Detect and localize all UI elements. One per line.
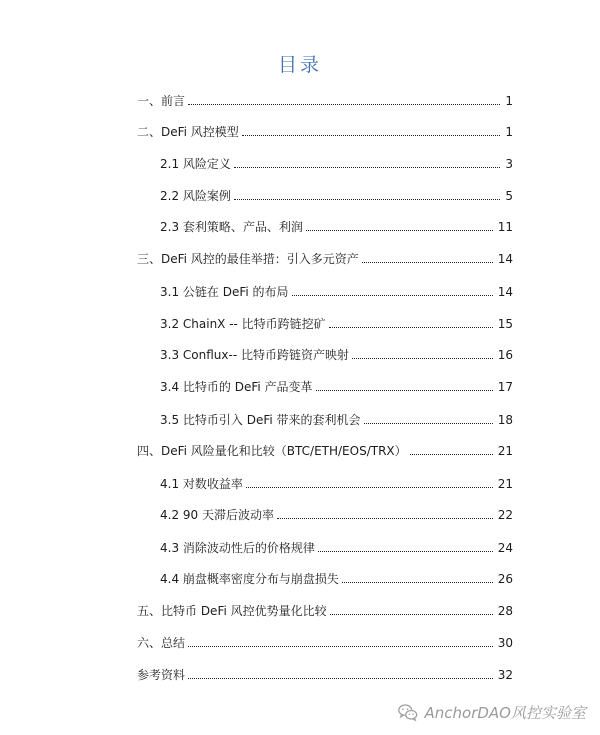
toc-dot-leader: [352, 358, 493, 359]
toc-entry: [137, 246, 513, 266]
toc-dot-leader: [188, 678, 493, 679]
toc-entry-label: 4.1 对数收益率: [160, 477, 243, 491]
toc-entry: [160, 214, 513, 234]
toc-dot-leader: [234, 167, 500, 168]
toc-entry-page: 21: [497, 444, 513, 458]
toc-dot-leader: [318, 551, 493, 552]
toc-entry-label: 3.4 比特币的 DeFi 产品变革: [160, 380, 313, 394]
toc-dot-leader: [316, 390, 493, 391]
toc-entry-label: 五、比特币 DeFi 风控优势量化比较: [137, 604, 327, 618]
toc-dot-leader: [242, 135, 501, 136]
toc-entry: [160, 279, 513, 299]
toc-entry-page: 11: [497, 220, 513, 234]
toc-entry-label: 参考资料: [137, 668, 186, 682]
toc-entry-label: 4.3 消除波动性后的价格规律: [160, 541, 315, 555]
toc-entry-label: 三、DeFi 风控的最佳举措：引入多元资产: [137, 252, 359, 266]
toc-entry-page: 18: [497, 413, 513, 427]
toc-entry-label: 2.2 风险案例: [160, 189, 231, 203]
toc-dot-leader: [342, 582, 493, 583]
toc-entry-page: 14: [497, 285, 513, 299]
toc-entry-page: 21: [497, 477, 513, 491]
toc-entry-page: 16: [497, 348, 513, 362]
toc-entry-page: 1: [505, 94, 513, 108]
toc-dot-leader: [306, 230, 493, 231]
toc-entry-page: 30: [497, 636, 513, 650]
toc-entry-label: 二、DeFi 风控模型: [137, 125, 239, 139]
toc-dot-leader: [292, 295, 493, 296]
toc-entry-page: 26: [497, 572, 513, 586]
toc-entry: [160, 407, 513, 427]
toc-entry: [160, 566, 513, 586]
watermark-text: AnchorDAO风控实验室: [424, 703, 586, 722]
toc-entry-label: 3.1 公链在 DeFi 的布局: [160, 285, 289, 299]
toc-entry-label: 四、DeFi 风险量化和比较（BTC/ETH/EOS/TRX）: [137, 444, 407, 458]
toc-entry-label: 4.2 90 天滞后波动率: [160, 508, 274, 522]
toc-dot-leader: [188, 104, 500, 105]
toc-entry: [137, 630, 513, 650]
toc-entry: [160, 471, 513, 491]
toc-entry-label: 4.4 崩盘概率密度分布与崩盘损失: [160, 572, 339, 586]
toc-entry: [160, 183, 513, 203]
toc-entry: [137, 88, 513, 108]
toc-entry-page: 22: [497, 508, 513, 522]
toc-entry-label: 3.3 Conflux-- 比特币跨链资产映射: [160, 348, 349, 362]
wechat-icon: [397, 701, 419, 723]
toc-dot-leader: [329, 327, 493, 328]
toc-entry: [137, 598, 513, 618]
toc-dot-leader: [277, 518, 493, 519]
watermark: [397, 701, 587, 723]
toc-entry-page: 15: [497, 317, 513, 331]
toc-entry-page: 14: [497, 252, 513, 266]
toc-dot-leader: [234, 199, 500, 200]
toc-entry-label: 3.5 比特币引入 DeFi 带来的套利机会: [160, 413, 361, 427]
toc-entry: [137, 438, 513, 458]
toc-entry: [160, 502, 513, 522]
toc-dot-leader: [188, 646, 493, 647]
toc-entry-label: 3.2 ChainX -- 比特币跨链挖矿: [160, 317, 326, 331]
toc-entry: [160, 151, 513, 171]
toc-entry-label: 2.1 风险定义: [160, 157, 231, 171]
toc-entry-label: 一、前言: [137, 94, 186, 108]
toc-entry-page: 1: [505, 125, 513, 139]
toc-dot-leader: [364, 423, 493, 424]
toc-dot-leader: [410, 454, 493, 455]
toc-entry-label: 2.3 套利策略、产品、利润: [160, 220, 303, 234]
toc-dot-leader: [362, 262, 493, 263]
toc-entry-page: 3: [505, 157, 513, 171]
toc-entry: [160, 374, 513, 394]
toc-entry: [137, 662, 513, 682]
toc-entry-page: 24: [497, 541, 513, 555]
toc-entry-page: 5: [505, 189, 513, 203]
toc-entry-page: 17: [497, 380, 513, 394]
toc-entry-page: 32: [497, 668, 513, 682]
toc-entry-page: 28: [497, 604, 513, 618]
toc-dot-leader: [246, 487, 493, 488]
toc-dot-leader: [330, 614, 493, 615]
toc-entry-label: 六、总结: [137, 636, 186, 650]
toc-entry: [137, 119, 513, 139]
toc-entry: [160, 311, 513, 331]
toc-entry: [160, 535, 513, 555]
toc-title: 目录: [277, 54, 322, 76]
toc-entry: [160, 342, 513, 362]
